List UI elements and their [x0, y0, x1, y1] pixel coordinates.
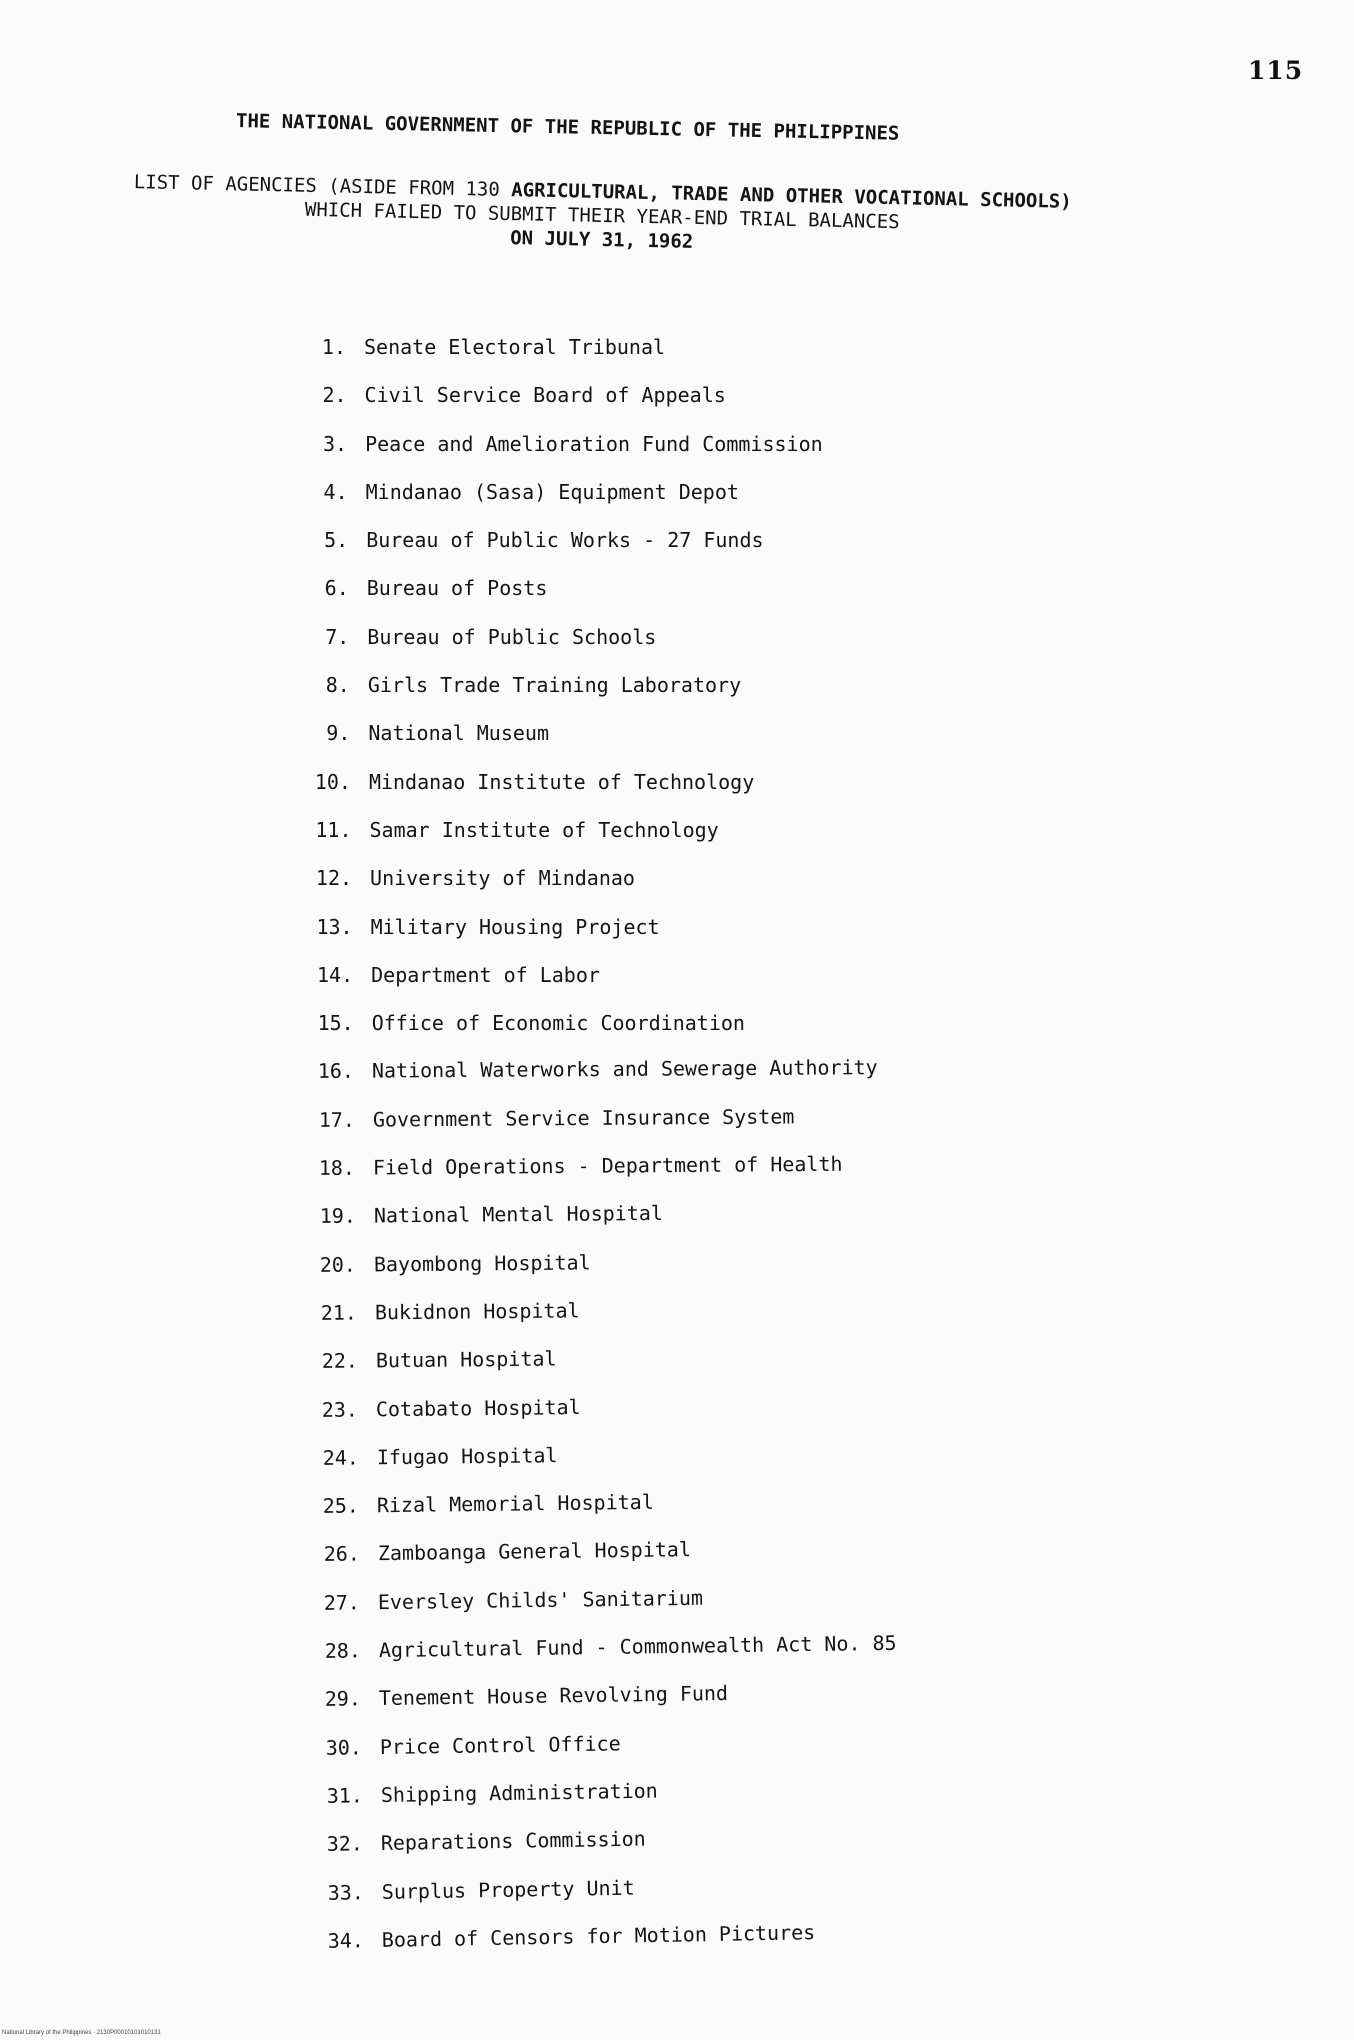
agency-number: 2. [322, 383, 347, 408]
agency-number: 31. [326, 1783, 363, 1808]
agency-number: 6. [324, 576, 349, 601]
agency-name: Department of Labor [371, 962, 600, 987]
agency-number: 12. [315, 866, 353, 891]
agency-name: Tenement House Revolving Fund [379, 1681, 729, 1711]
agency-number: 8. [325, 673, 350, 698]
agency-name: Mindanao Institute of Technology [368, 769, 755, 794]
agency-number: 19. [319, 1203, 356, 1229]
agency-list-item [308, 1053, 1020, 1106]
agency-list-item [300, 333, 1020, 381]
agency-list-item [301, 381, 1020, 429]
agency-number: 29. [324, 1686, 362, 1712]
agency-name: Eversley Childs' Sanitarium [377, 1585, 704, 1614]
agency-list-item [305, 768, 1020, 816]
page-number: 115 [1248, 56, 1304, 85]
agency-list [300, 333, 1020, 1975]
agency-number: 7. [325, 624, 350, 649]
agency-list-item [312, 1436, 1020, 1493]
agency-number: 30. [325, 1734, 362, 1760]
agency-number: 34. [327, 1927, 365, 1953]
agency-name: Girls Trade Training Laboratory [367, 673, 742, 698]
subtitle-date-line: ON JULY 31, 1962 [510, 227, 694, 253]
agency-number: 9. [326, 721, 351, 746]
agency-name: Butuan Hospital [375, 1346, 557, 1373]
agency-name: Cotabato Hospital [375, 1394, 581, 1421]
agency-name: Senate Electoral Tribunal [364, 335, 666, 359]
agency-list-item [311, 1292, 1020, 1347]
agency-number: 16. [317, 1059, 355, 1084]
agency-number: 33. [327, 1879, 364, 1905]
agency-number: 18. [319, 1155, 356, 1180]
agency-name: Reparations Commission [380, 1826, 646, 1856]
agency-list-item [309, 1101, 1021, 1155]
agency-list-item [303, 623, 1020, 671]
agency-number: 11. [315, 817, 352, 842]
agency-list-item [312, 1388, 1020, 1444]
agency-number: 17. [318, 1107, 355, 1132]
agency-list-item [307, 961, 1020, 1009]
agency-list-item [307, 913, 1020, 961]
agency-number: 3. [323, 431, 348, 456]
agency-number: 24. [322, 1445, 359, 1470]
agency-number: 25. [322, 1493, 360, 1519]
document-subtitle [97, 169, 1108, 262]
agency-name: Office of Economic Coordination [371, 1011, 745, 1036]
agency-name: National Waterworks and Sewerage Authority [372, 1055, 878, 1084]
agency-name: Bureau of Public Works - 27 Funds [366, 528, 764, 553]
agency-name: Bureau of Posts [366, 576, 548, 601]
agency-number: 5. [324, 528, 349, 553]
agency-number: 32. [326, 1831, 364, 1857]
agency-name: Shipping Administration [380, 1778, 658, 1807]
agency-list-item [304, 719, 1020, 767]
agency-list-item [301, 430, 1020, 478]
subtitle-line-1-part-a: LIST OF AGENCIES (ASIDE FROM 130 [133, 171, 512, 202]
agency-number: 21. [320, 1300, 358, 1325]
agency-list-item [309, 1148, 1020, 1202]
subtitle-line-2: WHICH FAILED TO SUBMIT THEIR YEAR-END TRIAL BALANCES [304, 198, 900, 234]
agency-list-item [306, 864, 1020, 912]
agency-name: Peace and Amelioration Fund Commission [365, 431, 823, 456]
agency-name: Agricultural Fund - Commonwealth Act No. 85 [378, 1630, 897, 1663]
agency-list-item [303, 574, 1020, 622]
agency-number: 1. [321, 335, 346, 359]
archive-credit: National Library of the Philippines · 2130P00010101010131 [2, 2030, 161, 2036]
agency-name: Samar Institute of Technology [369, 817, 719, 842]
agency-number: 14. [317, 962, 354, 987]
agency-number: 23. [321, 1397, 359, 1422]
agency-name: Zamboanga General Hospital [377, 1537, 691, 1566]
agency-name: Price Control Office [379, 1730, 621, 1759]
agency-number: 28. [324, 1638, 361, 1663]
document-title: THE NATIONAL GOVERNMENT OF THE REPUBLIC OF THE PHILIPPINES [235, 110, 900, 145]
agency-list-item [304, 671, 1020, 719]
subtitle-line-1-part-b: AGRICULTURAL, TRADE AND OTHER VOCATIONAL SCHOOLS) [511, 179, 1072, 213]
agency-number: 15. [317, 1011, 354, 1036]
agency-name: Bureau of Public Schools [367, 624, 657, 649]
agency-name: Government Service Insurance System [372, 1104, 795, 1132]
agency-number: 22. [321, 1348, 358, 1374]
agency-number: 13. [316, 914, 353, 939]
agency-name: Military Housing Project [370, 914, 660, 939]
agency-number: 27. [323, 1590, 361, 1615]
agency-name: Field Operations - Department of Health [373, 1151, 843, 1180]
agency-name: Bayombong Hospital [374, 1250, 592, 1277]
agency-name: Mindanao (Sasa) Equipment Depot [365, 479, 739, 504]
agency-list-item [310, 1244, 1020, 1299]
agency-number: 4. [323, 479, 348, 504]
agency-list-item [308, 1009, 1020, 1057]
agency-name: National Museum [368, 721, 550, 746]
agency-list-item [310, 1196, 1020, 1250]
agency-list-item [302, 526, 1020, 574]
agency-name: Civil Service Board of Appeals [364, 383, 726, 408]
agency-name: Ifugao Hospital [376, 1442, 558, 1470]
agency-name: Surplus Property Unit [381, 1875, 635, 1904]
agency-number: 20. [320, 1252, 357, 1277]
agency-name: National Mental Hospital [373, 1201, 663, 1228]
agency-number: 26. [323, 1541, 360, 1567]
agency-name: Board of Censors for Motion Pictures [381, 1919, 816, 1952]
agency-name: Bukidnon Hospital [374, 1298, 580, 1325]
agency-list-item [311, 1340, 1020, 1396]
agency-number: 10. [314, 769, 351, 794]
agency-list-item [306, 816, 1021, 864]
agency-name: Rizal Memorial Hospital [376, 1489, 655, 1518]
agency-name: University of Mindanao [370, 866, 635, 891]
agency-list-item [302, 478, 1020, 526]
